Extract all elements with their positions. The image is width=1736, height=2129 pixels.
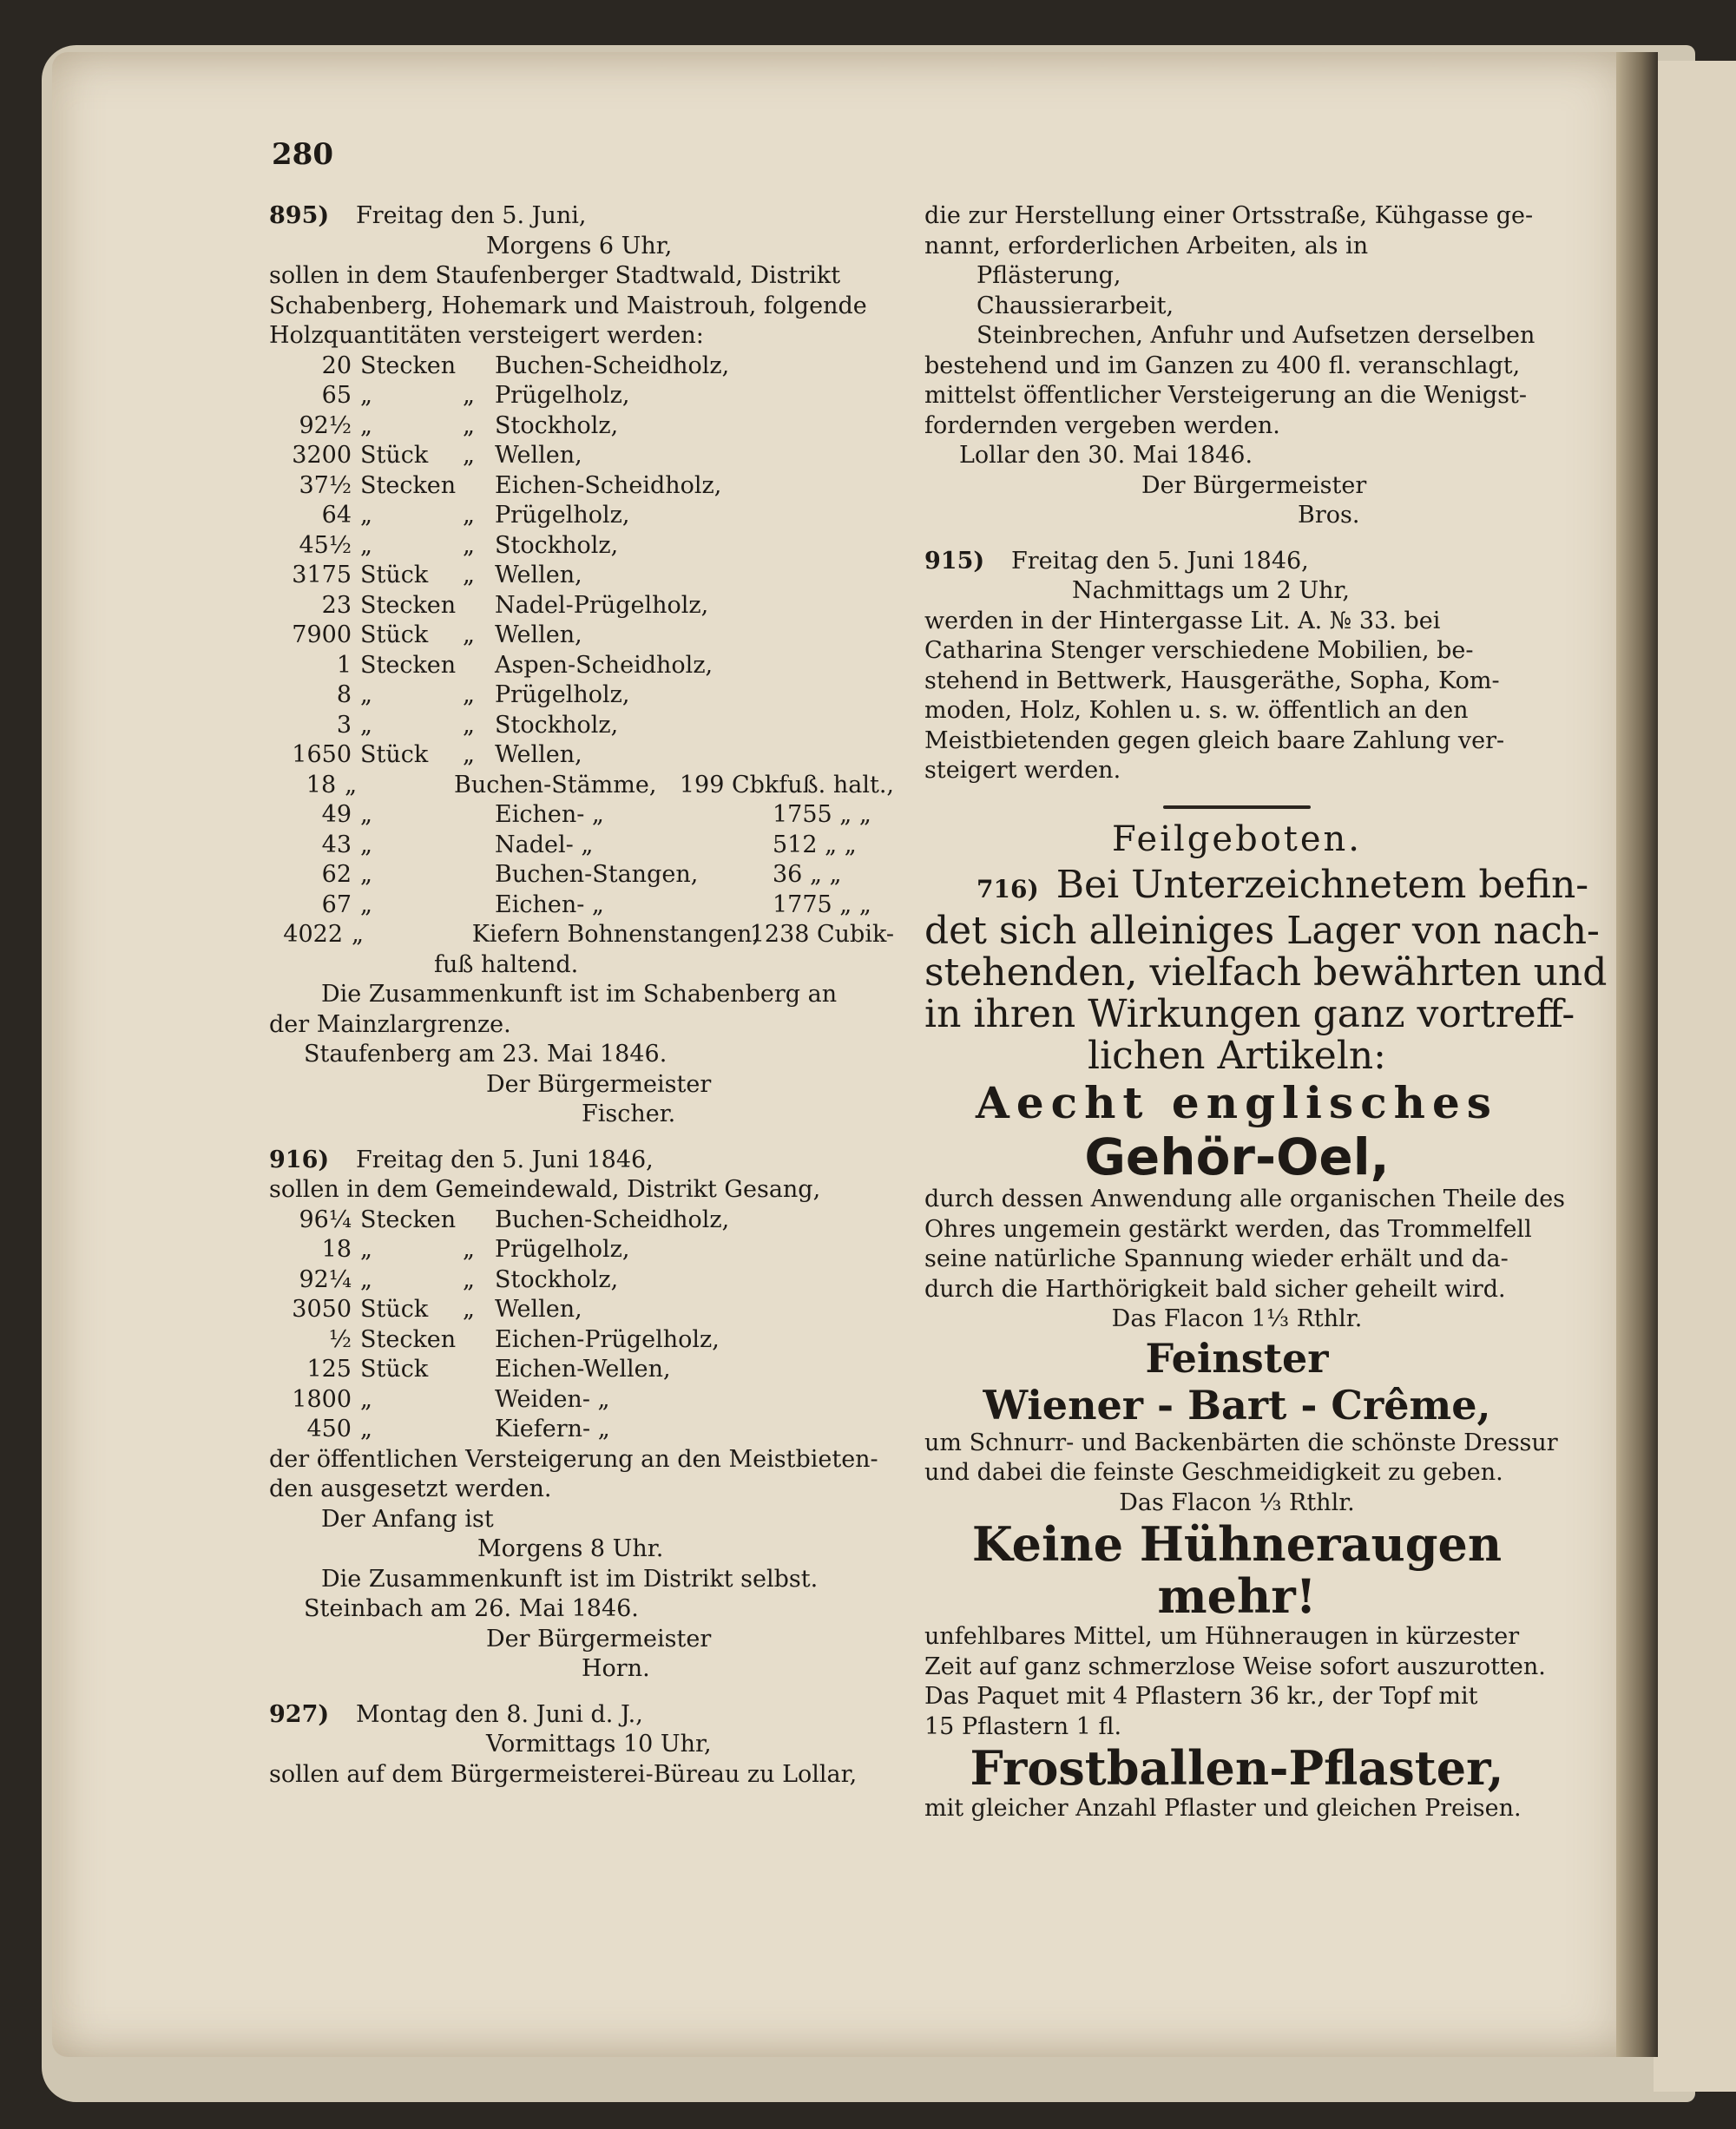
wood-item-name: Wellen,	[495, 442, 582, 469]
wood-item-extra: 1775 „ „	[773, 890, 871, 918]
wood-item-unit: Stecken	[360, 1325, 457, 1353]
wood-item-qty: 3175	[292, 562, 352, 588]
wood-item-name: Eichen- „	[495, 890, 604, 918]
wood-item-unit: Stecken	[360, 591, 457, 619]
wood-item-qty: 92½	[299, 411, 352, 439]
wood-item	[269, 890, 894, 921]
wood-item-unit: „	[360, 1265, 372, 1293]
wood-item-extra: 1238 Cubik-	[749, 921, 894, 948]
wood-item	[269, 771, 894, 801]
facing-page-edge	[1654, 61, 1736, 2092]
entry-number: 915)	[924, 547, 985, 575]
wood-item-ditto	[443, 591, 495, 621]
wood-item-name: Prügelholz,	[495, 382, 630, 409]
wood-item-unit: „	[360, 531, 372, 559]
wood-item-unit: „	[360, 801, 372, 828]
wood-item	[269, 531, 894, 562]
wood-item-unit: Stecken	[360, 471, 457, 499]
wood-item	[269, 860, 894, 890]
wood-item-name: Weiden- „	[495, 1385, 610, 1413]
wood-item-qty: ½	[328, 1325, 352, 1353]
wood-item-ditto	[443, 352, 495, 382]
wood-item	[269, 1355, 894, 1385]
wood-item-name: Buchen-Scheidholz,	[495, 1206, 730, 1233]
wood-item-ditto: „	[463, 382, 475, 409]
entry-916: 916) Freitag den 5. Juni 1846, sollen in dem Gemeindewald, Distrikt Gesang, 96¼ Stecken Buchen-Scheidholz, 18 „ „ Prügelholz, 92¼ „ „ Stockholz, 3050 Stück „ Wellen, ½ Stecken Eichen-Prügelholz, 125 Stück Eichen-Wellen, 1800 „ Weiden- „ 450 „ Kiefern- „ der öffentlichen Versteigerung an den Meistbieten- den ausgesetzt werden. Der Anfang ist Morgens 8 Uhr. Die Zusammenkunft ist im Distrikt selbst. Steinbach am 26. Mai 1846. Der Bürgermeister Horn.	[269, 1146, 894, 1685]
wood-item-name: Prügelholz,	[495, 502, 630, 529]
product-title: Frostballen-Pflaster,	[970, 1740, 1504, 1796]
wood-item-extra: 512 „ „	[773, 831, 857, 858]
wood-item-qty: 3200	[292, 442, 352, 469]
wood-item-ditto	[443, 1385, 495, 1416]
page-number: 280	[272, 137, 333, 172]
wood-item-name: Prügelholz,	[495, 1236, 630, 1263]
product-title: Keine Hühneraugen	[971, 1516, 1503, 1572]
wood-item-qty: 18	[321, 1236, 352, 1263]
wood-item-ditto	[443, 1355, 495, 1385]
wood-item	[269, 1295, 894, 1325]
wood-item	[269, 621, 894, 651]
wood-item-unit: Stück	[360, 562, 429, 588]
entry-number: 916)	[269, 1146, 330, 1173]
wood-item	[269, 591, 894, 621]
wood-item-qty: 96¼	[299, 1206, 352, 1233]
wood-item	[269, 1265, 894, 1296]
wood-item-unit: Stück	[360, 741, 429, 768]
wood-item-ditto: „	[463, 442, 475, 469]
wood-item-qty: 8	[336, 681, 352, 708]
wood-item-ditto	[443, 651, 495, 681]
entry-927-continued: die zur Herstellung einer Ortsstraße, Kühgasse ge- nannt, erforderlichen Arbeiten, als in Pflästerung, Chaussierarbeit, Steinbrechen, Anfuhr und Aufsetzen derselben bestehend und im Ganzen zu 400 fl. veranschlagt, mittelst öffentlicher Versteigerung an die Wenigst- fordernden vergeben werden. Lollar den 30. Mai 1846. Der Bürgermeister Bros.	[924, 202, 1535, 529]
wood-item-ditto: „	[463, 621, 475, 648]
wood-item-unit: „	[360, 681, 372, 708]
wood-item-unit: Stecken	[360, 352, 457, 379]
wood-item-qty: 1650	[292, 741, 352, 768]
section-heading: Feilgeboten.	[1111, 818, 1362, 859]
wood-item-ditto	[443, 831, 495, 861]
wood-item-qty: 23	[321, 591, 352, 619]
wood-item-qty: 450	[306, 1416, 352, 1442]
wood-item-unit: „	[352, 921, 365, 948]
wood-item-qty: 4022	[283, 921, 344, 948]
book-gutter	[1616, 52, 1658, 2057]
wood-item-name: Stockholz,	[495, 531, 619, 559]
wood-item-name: Wellen,	[495, 741, 582, 768]
wood-item-unit: „	[360, 711, 372, 739]
wood-item-name: Nadel- „	[495, 831, 594, 858]
wood-item-unit: Stecken	[360, 651, 457, 679]
wood-item-qty: 20	[321, 352, 352, 379]
entry-895: 895) Freitag den 5. Juni, Morgens 6 Uhr, sollen in dem Staufenberger Stadtwald, Distrikt Schabenberg, Hohemark und Maistrouh, folgende Holzquantitäten versteigert werden: 20 Stecken Buchen-Scheidholz, 65 „ „ Prügelholz, 92½ „ „ Stockholz, 3200 Stück „ Wellen, 37½ Stecken Eichen-Scheidholz, 64 „ „ Prügelholz, 45½ „ „ Stockholz, 3175 Stück „ Wellen, 23 Stecken Nadel-Prügelholz, 7900 Stück „ Wellen, 1 Stecken Aspen-Scheidholz, 8 „ „ Prügelholz, 3 „ „ Stockholz, 1650 Stück „ Wellen, 18 „ Buchen-Stämme, 199 Cbkfuß. halt., 49 „ Eichen- „ 1755 „ „ 43 „ Nadel- „ 512 „ „ 62 „ Buchen-Stangen, 36 „ „ 67 „ Eichen- „ 1775 „ „ 4022 „ Kiefern Bohnenstangen, 1238 Cubik- fuß haltend. Die Zusammenkunft ist im Schabenberg an der Mainzlargrenze. Staufenberg am 23. Mai 1846. Der Bürgermeister Fischer.	[269, 202, 894, 1127]
wood-item-name: Nadel-Prügelholz,	[495, 591, 709, 619]
wood-item-extra: 36 „ „	[773, 861, 842, 888]
wood-item-name: Eichen-Prügelholz,	[495, 1325, 720, 1353]
wood-item-extra: 1755 „ „	[773, 801, 871, 828]
wood-item	[269, 561, 894, 591]
wood-item	[269, 471, 894, 502]
product-title: Feinster	[1145, 1334, 1329, 1382]
wood-item-unit: Stück	[360, 1296, 429, 1323]
wood-item-qty: 45½	[299, 531, 352, 559]
entry-915: 915) Freitag den 5. Juni 1846, Nachmittags um 2 Uhr, werden in der Hintergasse Lit. A. № 33. bei Catharina Stenger verschiedene Mobilien, be- stehend in Bettwerk, Hausgeräthe, Sopha, Kom- moden, Holz, Kohlen u. s. w. öffentlich an den Meistbietenden gegen gleich baare Zahlung ver- steigert werden.	[924, 547, 1505, 784]
section-divider	[1163, 805, 1311, 809]
wood-item-name: Wellen,	[495, 562, 582, 588]
price: Das Flacon ⅓ Rthlr.	[1119, 1488, 1355, 1516]
wood-item-unit: „	[360, 502, 372, 529]
wood-item-unit: „	[345, 771, 358, 798]
wood-item-qty: 67	[321, 890, 352, 918]
wood-item-name: Kiefern- „	[495, 1416, 610, 1442]
wood-item	[269, 651, 894, 681]
wood-item-unit: „	[360, 831, 372, 858]
wood-item-name: Wellen,	[495, 1296, 582, 1323]
wood-item-name: Buchen-Stangen,	[495, 861, 699, 888]
wood-item-unit: „	[360, 411, 372, 439]
wood-item-qty: 92¼	[299, 1265, 352, 1293]
right-column	[924, 201, 1608, 1824]
wood-item-ditto	[411, 771, 454, 801]
wood-item-ditto	[443, 860, 495, 890]
wood-item-unit: Stück	[360, 442, 429, 469]
wood-item-ditto	[443, 471, 495, 502]
wood-item-ditto: „	[463, 711, 475, 739]
wood-item-qty: 62	[321, 861, 352, 888]
wood-item	[269, 800, 894, 831]
wood-item-qty: 49	[321, 801, 352, 828]
entry-number: 927)	[269, 1700, 330, 1728]
wood-item-ditto: „	[463, 411, 475, 439]
wood-item-ditto	[443, 1206, 495, 1236]
wood-item	[269, 831, 894, 861]
wood-item-qty: 1	[336, 651, 352, 679]
price: Das Flacon 1⅓ Rthlr.	[1111, 1305, 1363, 1332]
wood-item-unit: Stecken	[360, 1206, 457, 1233]
wood-item-qty: 1800	[292, 1385, 352, 1413]
entry-number: 716)	[976, 875, 1039, 904]
wood-item-ditto	[425, 920, 472, 950]
product-title: mehr!	[1157, 1568, 1317, 1624]
wood-item-ditto: „	[463, 531, 475, 559]
wood-item-unit: „	[360, 861, 372, 888]
wood-item-qty: 65	[321, 382, 352, 409]
wood-item	[269, 352, 894, 382]
wood-item-ditto: „	[463, 562, 475, 588]
entry-number: 895)	[269, 202, 330, 229]
wood-item	[269, 501, 894, 531]
wood-item-name: Eichen-Scheidholz,	[495, 471, 722, 499]
wood-item-ditto: „	[463, 741, 475, 768]
wood-item-unit: „	[360, 1416, 372, 1442]
wood-list	[269, 1206, 894, 1445]
wood-item-unit: „	[360, 1385, 372, 1413]
wood-item-qty: 18	[306, 771, 337, 798]
wood-item	[269, 381, 894, 411]
wood-item-ditto	[443, 1415, 495, 1445]
wood-item-name: Aspen-Scheidholz,	[495, 651, 713, 679]
wood-item-name: Eichen-Wellen,	[495, 1356, 671, 1383]
wood-item-name: Prügelholz,	[495, 681, 630, 708]
wood-item	[269, 441, 894, 471]
wood-item-unit: Stück	[360, 621, 429, 648]
wood-item-qty: 3050	[292, 1296, 352, 1323]
wood-item	[269, 1206, 894, 1236]
wood-item-ditto: „	[463, 1265, 475, 1293]
wood-item-ditto: „	[463, 502, 475, 529]
wood-item-name: Kiefern Bohnenstangen,	[471, 921, 760, 948]
wood-item	[269, 411, 894, 442]
wood-item-qty: 43	[321, 831, 352, 858]
wood-item-ditto	[443, 890, 495, 921]
entry-927: 927) Montag den 8. Juni d. J., Vormittags 10 Uhr, sollen auf dem Bürgermeisterei-Büreau zu Lollar,	[269, 1700, 858, 1788]
wood-item-qty: 7900	[292, 621, 352, 648]
wood-item-name: Buchen-Stämme,	[454, 771, 657, 798]
wood-item-ditto	[443, 1325, 495, 1356]
wood-item-ditto: „	[463, 1296, 475, 1323]
wood-item-unit: „	[360, 890, 372, 918]
wood-item	[269, 920, 894, 950]
wood-item	[269, 680, 894, 711]
wood-item-unit: „	[360, 1236, 372, 1263]
wood-list	[269, 352, 894, 950]
wood-item	[269, 711, 894, 741]
wood-item-extra: 199 Cbkfuß. halt.,	[679, 771, 894, 798]
wood-item-unit: Stück	[360, 1356, 429, 1383]
wood-item	[269, 1415, 894, 1445]
wood-item-name: Stockholz,	[495, 411, 619, 439]
left-column	[269, 201, 894, 1790]
wood-item-ditto	[443, 800, 495, 831]
wood-item-unit: „	[360, 382, 372, 409]
wood-item-name: Stockholz,	[495, 711, 619, 739]
wood-item-qty: 64	[321, 502, 352, 529]
wood-item-name: Wellen,	[495, 621, 582, 648]
wood-item-name: Buchen-Scheidholz,	[495, 352, 730, 379]
wood-item-name: Stockholz,	[495, 1265, 619, 1293]
product-title: Wiener - Bart - Crême,	[983, 1381, 1491, 1429]
wood-item-qty: 3	[336, 711, 352, 739]
wood-item-qty: 37½	[299, 471, 352, 499]
wood-item-qty: 125	[306, 1356, 352, 1383]
wood-item	[269, 1385, 894, 1416]
wood-item	[269, 1235, 894, 1265]
wood-item-ditto: „	[463, 681, 475, 708]
wood-item	[269, 1325, 894, 1356]
product-title: Gehör-Oel,	[1084, 1127, 1390, 1186]
entry-716: 716) Bei Unterzeichnetem befin- det sich alleiniges Lager von nach- stehenden, vielfach bewährten und in ihren Wirkungen ganz vortreff- lichen Artikeln: Aecht englisches Gehör-Oel, durch dessen Anwendung alle organischen Theile des Ohres ungemein gestärkt werden, das Trommelfell seine natürliche Spannung wieder erhält und da- durch die Harthörigkeit bald sicher geheilt wird. Das Flacon 1⅓ Rthlr. Feinster Wiener - Bart - Crême, um Schnurr- und Backenbärten die schönste Dressur und dabei die feinste Geschmeidigkeit zu geben. Das Flacon ⅓ Rthlr. Keine Hühneraugen mehr! unfehlbares Mittel, um Hühneraugen in kürzester Zeit auf ganz schmerzlose Weise sofort auszurotten. Das Paquet mit 4 Pflastern 36 kr., der Topf mit 15 Pflastern 1 fl. Frostballen-Pflaster, mit gleicher Anzahl Pflaster und gleichen Preisen.	[924, 863, 1608, 1822]
product-title: Aecht englisches	[976, 1077, 1498, 1128]
wood-item-name: Eichen- „	[495, 801, 604, 828]
wood-item	[269, 740, 894, 771]
wood-item-ditto: „	[463, 1236, 475, 1263]
